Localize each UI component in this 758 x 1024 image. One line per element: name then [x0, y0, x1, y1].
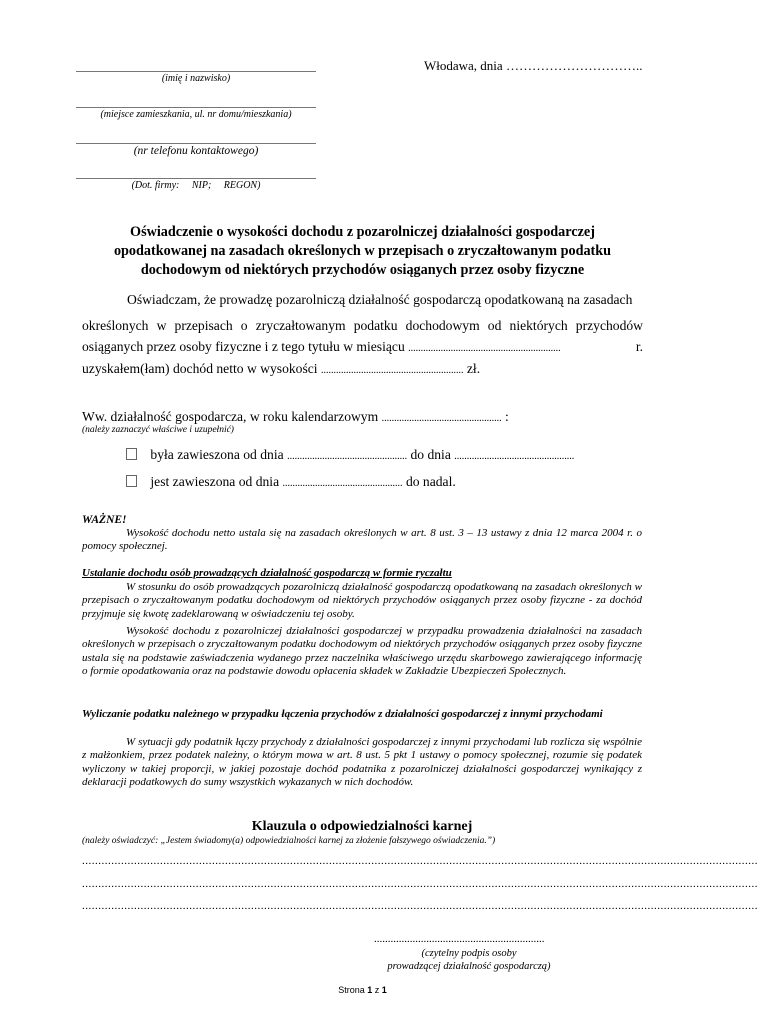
declaration-month-text: osiąganych przez osoby fizyczne i z tego tytułu w miesiącu [82, 339, 405, 354]
year-input[interactable]: ................................................ [381, 413, 502, 424]
option-2-to-text: do nadal. [405, 474, 456, 489]
page-prefix: Strona [338, 985, 365, 995]
month-input[interactable]: ............................................................. [408, 343, 561, 354]
option-1-text: była zawieszona od dnia [150, 447, 284, 462]
option-1-to-input[interactable]: ................................................ [454, 451, 575, 462]
declaration-line-4 [82, 361, 480, 377]
company-line[interactable] [76, 178, 316, 179]
page-separator: z [374, 985, 380, 995]
year-suffix: r. [635, 339, 643, 354]
phone-line[interactable] [76, 143, 316, 144]
currency-suffix: zł. [466, 361, 481, 376]
phone-label: (nr telefonu kontaktowego) [133, 145, 259, 157]
company-label: (Dot. firmy: NIP; REGON) [131, 180, 261, 191]
place-date: Włodawa, dnia ………………………….. [424, 58, 643, 73]
activity-colon: : [505, 409, 509, 424]
option-1-from-input[interactable]: ................................................ [287, 451, 408, 462]
clause-line-1[interactable]: ................................................................................................................................................................................................................ [82, 855, 758, 867]
page-total: 1 [381, 985, 387, 995]
title-line-2: opodatkowanej na zasadach określonych w przepisach o zryczałtowanym podatku [113, 243, 612, 259]
clause-note: (należy oświadczyć: „Jestem świadomy(a) odpowiedzialności karnej za złożenie fałszywego oświadczenia.”) [82, 836, 496, 846]
income-text: uzyskałem(łam) dochód netto w wysokości [82, 361, 318, 376]
activity-line [82, 409, 509, 425]
tax-calc-heading: Wyliczanie podatku należnego w przypadku łączenia przychodów z działalności gospodarczej z innymi przychodami [82, 708, 603, 720]
option-suspended-is [126, 474, 456, 490]
checkbox-was-suspended[interactable] [126, 448, 137, 460]
document-title [70, 223, 655, 280]
signature-label-1: (czytelny podpis osoby [421, 948, 517, 959]
tax-calc-paragraph: W sytuacji gdy podatnik łączy przychody z działalności gospodarczej z innymi przychodami lub rozlicza się wspólnie z małżonkiem, przez podatek należny, o którym mowa w art. 8 ust. 5 pkt 1 ustawy o pomocy społecznej, rozumie się podatek wyliczony w takiej proporcji, w jakiej pozostaje dochód podatnika z pozarolniczej działalności gospodarczej wynikający z deklaracji podatkowych do sumy wszystkich wykazanych w nich dochodów. [82, 736, 642, 788]
declaration-line-2: określonych w przepisach o zryczałtowanym podatku dochodowym od niektórych przychodów [82, 318, 643, 333]
important-text: Wysokość dochodu netto ustala się na zasadach określonych w art. 8 ust. 3 – 13 ustawy z dnia 12 marca 2004 r. o pomocy społecznej. [82, 527, 642, 553]
activity-text: Ww. działalność gospodarcza, w roku kalendarzowym [82, 409, 379, 424]
signature-label-2: prowadzącej działalność gospodarczą) [387, 961, 551, 972]
clause-line-2[interactable]: ................................................................................................................................................................................................................ [82, 878, 758, 890]
option-suspended-was [126, 447, 574, 463]
option-2-text: jest zawieszona od dnia [150, 474, 280, 489]
address-line[interactable] [76, 107, 316, 108]
activity-note: (należy zaznaczyć właściwe i uzupełnić) [82, 425, 234, 435]
address-label: (miejsce zamieszkania, ul. nr domu/mieszkania) [100, 109, 292, 120]
lump-sum-paragraph-1: W stosunku do osób prowadzących pozarolniczą działalność gospodarczą opodatkowaną na zasadach określonych w przepisach o zryczałtowanym podatku dochodowym od niektórych przychodów osiąganych przez osoby fizyczne - za dochód przyjmuje się kwotę zadeklarowaną w oświadczeniu tej osoby. [82, 581, 642, 620]
option-2-from-input[interactable]: ................................................ [282, 478, 403, 489]
name-label: (imię i nazwisko) [161, 73, 231, 84]
important-heading: WAŻNE! [82, 514, 127, 526]
name-line[interactable] [76, 71, 316, 72]
income-input[interactable]: ......................................................... [320, 365, 464, 376]
declaration-line-1: Oświadczam, że prowadzę pozarolniczą działalność gospodarczą opodatkowaną na zasadach [127, 292, 633, 307]
signature-line[interactable]: .............................................................. [374, 933, 545, 945]
clause-line-3[interactable]: ................................................................................................................................................................................................................ [82, 900, 758, 912]
declaration-line-3 [82, 339, 643, 355]
option-1-to-text: do dnia [410, 447, 451, 462]
title-line-3: dochodowym od niektórych przychodów osiąganych przez osoby fizyczne [140, 262, 585, 278]
title-line-1: Oświadczenie o wysokości dochodu z pozarolniczej działalności gospodarczej [130, 224, 595, 240]
lump-sum-paragraph-2: Wysokość dochodu z pozarolniczej działalności gospodarczej w przypadku prowadzenia działalności na zasadach określonych w przepisach o zryczałtowanym podatku dochodowym od niektórych przychodów osiąganych przez osoby fizyczne ustala się na podstawie zaświadczenia wydanego przez naczelnika właściwego urzędu skarbowego zawierającego informację o formie opodatkowania oraz na podstawie dowodu opłacenia składek w Zakładzie Ubezpieczeń Społecznych. [82, 625, 642, 677]
checkbox-is-suspended[interactable] [126, 475, 137, 487]
lump-sum-heading: Ustalanie dochodu osób prowadzących działalność gospodarczą w formie ryczałtu [82, 567, 452, 579]
page-number: 1 [367, 985, 373, 995]
clause-heading: Klauzula o odpowiedzialności karnej [251, 819, 473, 834]
page-footer [0, 985, 725, 995]
